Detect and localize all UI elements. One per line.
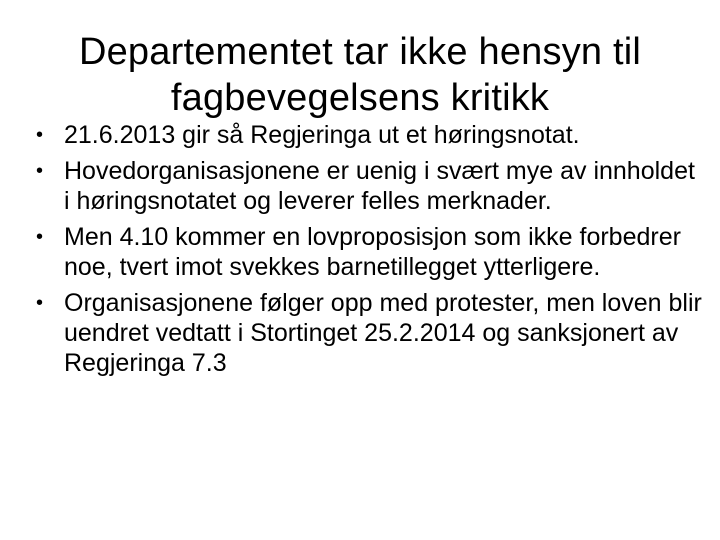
bullet-text: Men 4.10 kommer en lovproposisjon som ikke forbedrer noe, tvert imot svekkes barnetillegget ytterligere. xyxy=(64,223,681,281)
slide-title xyxy=(0,29,720,121)
bullet-item xyxy=(36,288,706,378)
bullet-text: Organisasjonene følger opp med protester, men loven blir uendret vedtatt i Stortinget 25.2.2014 og sanksjonert av Regjeringa 7.3 xyxy=(64,289,702,377)
bullet-dot-icon: • xyxy=(36,124,44,146)
slide-title-line-2: fagbevegelsens kritikk xyxy=(170,77,550,120)
bullet-text: Hovedorganisasjonene er uenig i svært mye av innholdet i høringsnotatet og leverer felles merknader. xyxy=(64,157,695,215)
bullet-item xyxy=(36,156,706,216)
bullet-dot-icon: • xyxy=(36,226,44,248)
bullet-item xyxy=(36,222,706,282)
bullet-dot-icon: • xyxy=(36,292,44,314)
bullet-dot-icon: • xyxy=(36,160,44,182)
bullet-list xyxy=(36,120,706,384)
bullet-item xyxy=(36,120,706,150)
slide-title-line-1: Departementet tar ikke hensyn til xyxy=(78,31,642,74)
bullet-text: 21.6.2013 gir så Regjeringa ut et høringsnotat. xyxy=(64,121,580,149)
